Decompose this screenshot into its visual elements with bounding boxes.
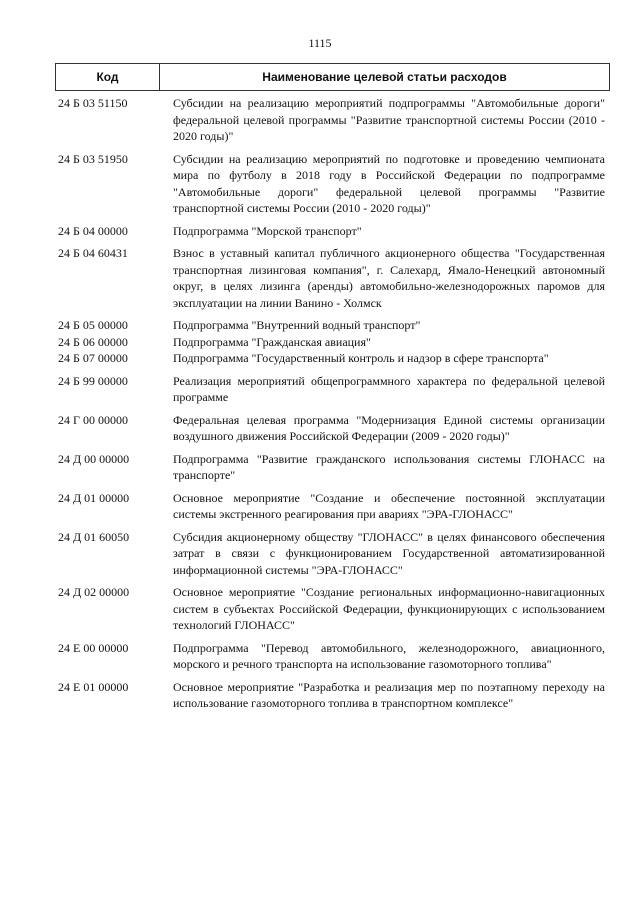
row-code: 24 Г 00 00000 xyxy=(58,412,128,427)
row-code: 24 Б 04 60431 xyxy=(58,246,128,260)
row-code: 24 Д 02 00000 xyxy=(58,585,130,599)
table-row xyxy=(55,451,610,484)
row-code: 24 Б 03 51950 xyxy=(58,151,128,166)
row-name: Субсидии на реализацию мероприятий по подготовке и проведению чемпионата мира по футболу в 2018 году в Российской Федерации по подпрограмме "Автомобильные дороги" федеральной целевой программы "Развитие транспортной системы России (2010 - 2020 годы)" xyxy=(173,151,605,215)
row-code: 24 Е 00 00000 xyxy=(58,640,129,655)
row-name: Субсидия акционерному обществу "ГЛОНАСС" в целях финансового обеспечения затрат в связи с функционированием Государственной автоматизированной информационной системы "ЭРА-ГЛОНАСС" xyxy=(173,529,605,577)
table-row xyxy=(55,373,610,406)
row-code: 24 Д 00 00000 xyxy=(58,451,130,466)
header-name: Наименование целевой статьи расходов xyxy=(262,70,507,84)
row-code: 24 Б 04 00000 xyxy=(58,223,128,238)
row-name: Подпрограмма "Морской транспорт" xyxy=(173,223,362,238)
table-row xyxy=(55,584,610,634)
row-code: 24 Е 01 00000 xyxy=(58,679,129,694)
page-number: 1115 xyxy=(308,36,332,50)
row-name: Основное мероприятие "Разработка и реализация мер по поэтапному переходу на использование газомоторного топлива в транспортном комплексе" xyxy=(173,679,605,710)
row-code: 24 Д 01 60050 xyxy=(58,529,130,544)
table-row xyxy=(55,412,610,445)
row-name: Подпрограмма "Перевод автомобильного, железнодорожного, авиационного, морского и речного транспорта на использование газомоторного топлива" xyxy=(173,640,605,671)
row-name: Основное мероприятие "Создание и обеспечение постоянной эксплуатации системы экстренного реагирования при авариях "ЭРА-ГЛОНАСС" xyxy=(173,490,605,521)
table-row xyxy=(55,317,610,334)
row-code: 24 Б 05 00000 xyxy=(58,318,128,332)
table-row xyxy=(55,151,610,217)
table-row xyxy=(55,245,610,311)
table-row xyxy=(55,640,610,673)
table-row xyxy=(55,350,610,367)
row-name: Подпрограмма "Развитие гражданского использования системы ГЛОНАСС на транспорте" xyxy=(173,451,605,482)
row-name: Подпрограмма "Внутренний водный транспорт" xyxy=(173,318,421,332)
row-code: 24 Б 07 00000 xyxy=(58,351,128,365)
table-row xyxy=(55,529,610,579)
table-row xyxy=(55,223,610,240)
row-code: 24 Б 06 00000 xyxy=(58,334,128,349)
table-body xyxy=(55,95,610,712)
row-name: Реализация мероприятий общепрограммного характера по федеральной целевой программе xyxy=(173,373,605,404)
row-name: Взнос в уставный капитал публичного акционерного общества "Государственная транспортная лизинговая компания", г. Салехард, Ямало-Ненецкий автономный округ, в целях лизинга (аренды) автомобильно-железнодорожных паромов для эксплуатации на линии Ванино - Холмск xyxy=(173,246,605,310)
row-name: Основное мероприятие "Создание региональных информационно-навигационных систем в субъектах Российской Федерации, функционирующих с использованием технологий ГЛОНАСС" xyxy=(173,585,605,632)
table-row xyxy=(55,679,610,712)
expense-items-table xyxy=(55,63,610,718)
row-name: Подпрограмма "Гражданская авиация" xyxy=(173,334,371,349)
row-name: Субсидии на реализацию мероприятий подпрограммы "Автомобильные дороги" федеральной целевой программы "Развитие транспортной системы России (2010 - 2020 годы)" xyxy=(173,96,605,143)
row-name: Подпрограмма "Государственный контроль и надзор в сфере транспорта" xyxy=(173,351,549,365)
table-row xyxy=(55,95,610,145)
row-code: 24 Д 01 00000 xyxy=(58,490,130,505)
row-code: 24 Б 03 51150 xyxy=(58,96,128,110)
row-code: 24 Б 99 00000 xyxy=(58,373,128,388)
table-row xyxy=(55,334,610,351)
table-row xyxy=(55,490,610,523)
header-code: Код xyxy=(56,64,160,90)
row-name: Федеральная целевая программа "Модернизация Единой системы организации воздушного движения Российской Федерации (2009 - 2020 годы)" xyxy=(173,412,605,443)
table-header xyxy=(55,63,610,91)
